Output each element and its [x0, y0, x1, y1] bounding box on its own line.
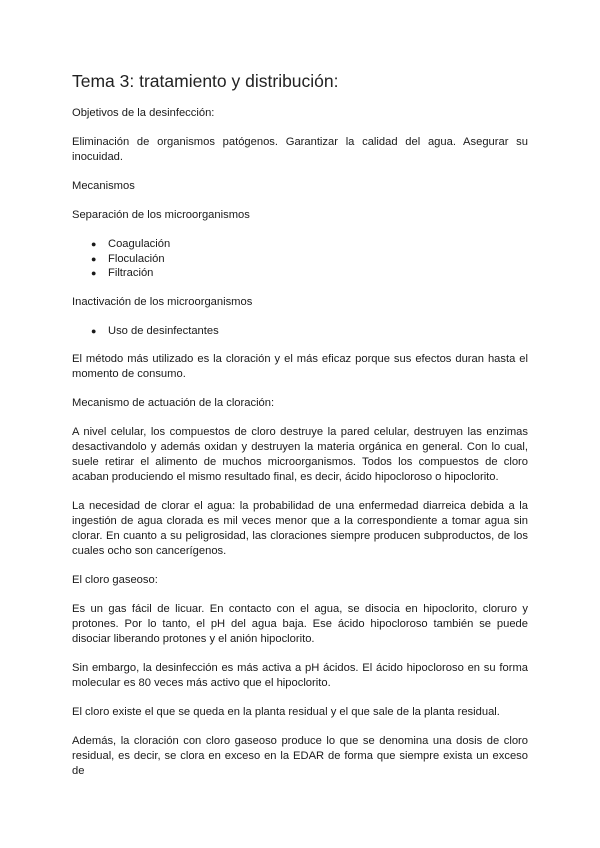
heading-mecanismo-cloracion: Mecanismo de actuación de la cloración:: [72, 397, 275, 409]
paragraph-ademas: Además, la cloración con cloro gaseoso produce lo que se denomina una dosis de cloro residual, es decir, se clora en exceso en la EDAR de forma que siempre exista un exceso de: [72, 735, 528, 777]
paragraph-mecanismo: A nivel celular, los compuestos de cloro destruye la pared celular, destruyen las enzimas desactivandolo y además oxidan y destruyen la materia orgánica en general. Con lo cual, suele retirar el alimento de muchos microorganismos. Todos los compuestos de cloro acaban produciendo el mismo resultado final, es decir, ácido hipocloroso o hipoclorito.: [72, 426, 528, 483]
paragraph-metodo: El método más utilizado es la cloración y el más eficaz porque sus efectos duran hasta el momento de consumo.: [72, 353, 528, 380]
heading-objetivos: Objetivos de la desinfección:: [72, 107, 215, 119]
document-title: Tema 3: tratamiento y distribución:: [72, 71, 339, 91]
bullet-icon: ●: [91, 325, 97, 336]
heading-inactivacion: Inactivación de los microorganismos: [72, 295, 253, 308]
list-item: ● Uso de desinfectantes: [91, 324, 219, 337]
bullet-icon: ●: [91, 253, 97, 264]
separacion-list: [72, 237, 528, 281]
heading-cloro-gaseoso: El cloro gaseoso:: [72, 574, 158, 586]
bullet-icon: ●: [91, 239, 97, 249]
heading-separacion: Separación de los microorganismos: [72, 209, 250, 221]
list-item: ● Floculación: [91, 252, 165, 265]
paragraph-cloro-gaseoso: Es un gas fácil de licuar. En contacto con el agua, se disocia en hipoclorito, cloruro y protones. Por lo tanto, el pH del agua baja. Ese ácido hipocloroso también se puede disociar liberando protones y el anión hipoclorito.: [72, 603, 528, 645]
document-body: [72, 70, 528, 779]
paragraph-necesidad: La necesidad de clorar el agua: la probabilidad de una enfermedad diarreica debida a la ingestión de agua clorada es mil veces menor que a la correspondiente a tomar agua sin clorar. En cuanto a su peligrosidad, las cloraciones siempre producen subproductos, de los cuales ocho son cancerígenos.: [72, 500, 528, 557]
paragraph-objetivos: Eliminación de organismos patógenos. Garantizar la calidad del agua. Asegurar su inocuidad.: [72, 136, 528, 163]
paragraph-sin-embargo: Sin embargo, la desinfección es más activa a pH ácidos. El ácido hipocloroso en su forma molecular es 80 veces más activo que el hipoclorito.: [72, 662, 528, 689]
heading-mecanismos: Mecanismos: [72, 180, 135, 192]
inactivacion-list: [72, 324, 528, 339]
paragraph-cloro-existe: El cloro existe el que se queda en la planta residual y el que sale de la planta residual.: [72, 706, 500, 718]
list-item: ● Filtración: [91, 267, 154, 279]
list-item: ● Coagulación: [91, 238, 171, 250]
bullet-icon: ●: [91, 268, 97, 278]
